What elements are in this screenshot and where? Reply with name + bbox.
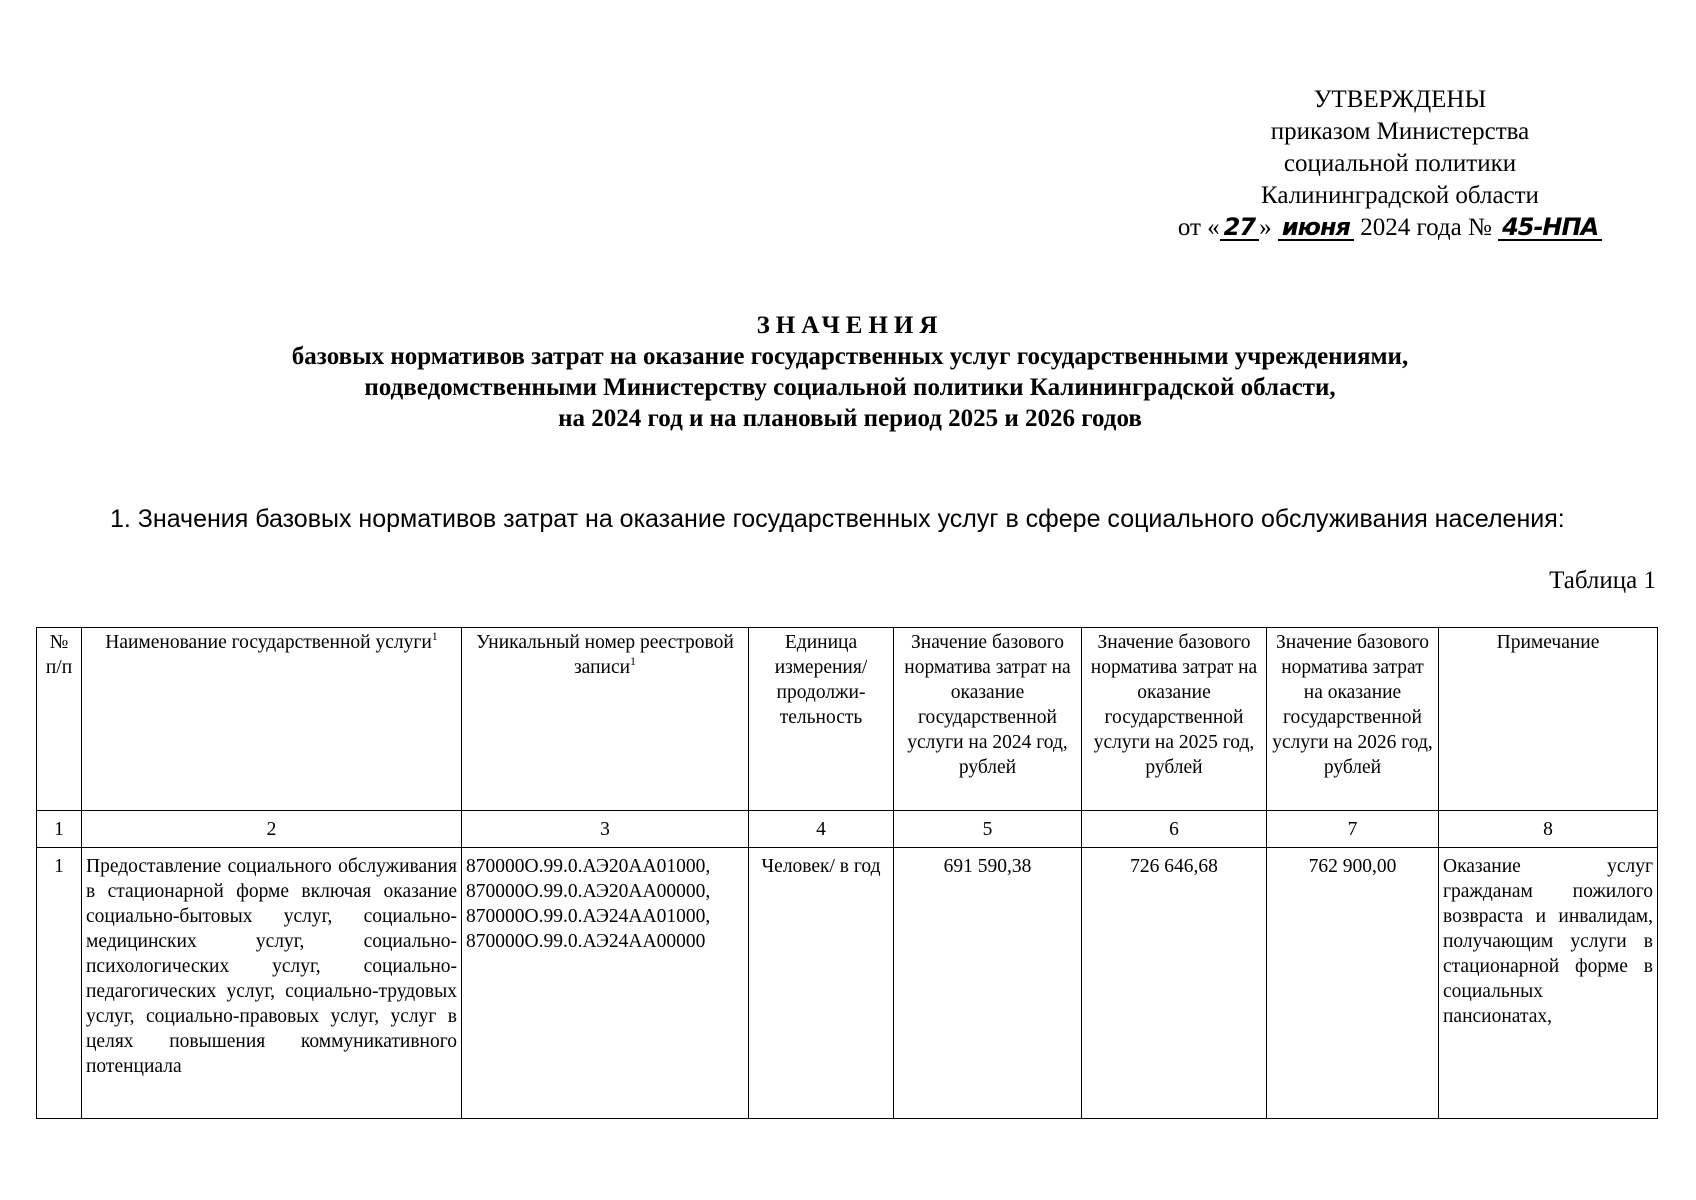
approval-date-line — [1178, 212, 1602, 244]
registry-entry: 870000О.99.0.АЭ24АА01000, — [466, 906, 711, 927]
cost-table — [36, 627, 1658, 1119]
handwritten-month: июня — [1278, 215, 1354, 241]
header-value-2024: Значение базового норматива затрат на оказание государственной услуги на 2024 год, рублей — [894, 628, 1082, 811]
section-heading: 1. Значения базовых нормативов затрат на оказание государственных услуг в сфере социального обслуживания населения: — [110, 505, 1565, 533]
row-value-2025: 726 646,68 — [1082, 848, 1267, 1119]
approval-line-region: Калининградской области — [1261, 182, 1539, 209]
header-service — [82, 628, 462, 811]
approval-block — [1150, 84, 1650, 244]
row-service: Предоставление социального обслуживания в стационарной форме включая оказание социально-бытовых услуг, социально-медицинских услуг, социально-психологических услуг, социально-педагогических услуг, социально-трудовых услуг, социально-правовых услуг, услуг в целях повышения коммуникативного потенциала — [82, 848, 462, 1119]
column-number-row — [37, 811, 1658, 848]
row-note: Оказание услуг гражданам пожилого возвраста и инвалидам, получающим услуги в стационарной форме в социальных пансионатах, — [1439, 848, 1658, 1119]
column-number: 7 — [1267, 811, 1439, 848]
title-main: ЗНАЧЕНИЯ — [756, 312, 944, 339]
header-num: № п/п — [37, 628, 82, 811]
row-value-2026: 762 900,00 — [1267, 848, 1439, 1119]
table-header-row — [37, 628, 1658, 811]
footnote-mark: 1 — [431, 629, 438, 643]
column-number: 1 — [37, 811, 82, 848]
column-number: 4 — [749, 811, 894, 848]
column-number: 2 — [82, 811, 462, 848]
title-line-2: подведомственными Министерству социальной политики Калининградской области, — [364, 374, 1336, 401]
date-mid: » — [1259, 214, 1272, 241]
header-registry — [462, 628, 749, 811]
approval-line-order: приказом Министерства — [1270, 118, 1530, 145]
handwritten-day: 27 — [1220, 215, 1259, 241]
header-registry-label: Уникальный номер реестровой записи — [476, 632, 734, 678]
document-title — [150, 310, 1550, 434]
title-line-3: на 2024 год и на плановый период 2025 и 2026 годов — [558, 405, 1142, 432]
column-number: 5 — [894, 811, 1082, 848]
column-number: 3 — [462, 811, 749, 848]
row-registry — [462, 848, 749, 1119]
registry-entry: 870000О.99.0.АЭ20АА00000, — [466, 881, 711, 902]
row-value-2024: 691 590,38 — [894, 848, 1082, 1119]
approval-line-ministry: социальной политики — [1283, 150, 1517, 177]
date-prefix: от « — [1177, 214, 1220, 241]
table-row — [37, 848, 1658, 1119]
row-unit: Человек/ в год — [749, 848, 894, 1119]
header-note: Примечание — [1439, 628, 1658, 811]
registry-entry: 870000О.99.0.АЭ20АА01000, — [466, 856, 711, 877]
header-service-label: Наименование государственной услуги — [105, 632, 432, 653]
title-line-1: базовых нормативов затрат на оказание государственных услуг государственными учреждениями, — [291, 343, 1409, 370]
column-number: 8 — [1439, 811, 1658, 848]
header-value-2025: Значение базового норматива затрат на оказание государственной услуги на 2025 год, рублей — [1082, 628, 1267, 811]
handwritten-doc-number: 45-НПА — [1498, 215, 1602, 241]
approval-title: УТВЕРЖДЕНЫ — [1313, 86, 1487, 113]
date-suffix: 2024 года № — [1360, 214, 1492, 241]
column-number: 6 — [1082, 811, 1267, 848]
registry-entry: 870000О.99.0.АЭ24АА00000 — [466, 931, 706, 952]
row-num: 1 — [37, 848, 82, 1119]
header-value-2026: Значение базового норматива затрат на оказание государственной услуги на 2026 год, рублей — [1267, 628, 1439, 811]
header-unit: Единица измерения/ продолжи-тельность — [749, 628, 894, 811]
footnote-mark: 1 — [630, 654, 637, 668]
table-label: Таблица 1 — [1549, 567, 1656, 594]
